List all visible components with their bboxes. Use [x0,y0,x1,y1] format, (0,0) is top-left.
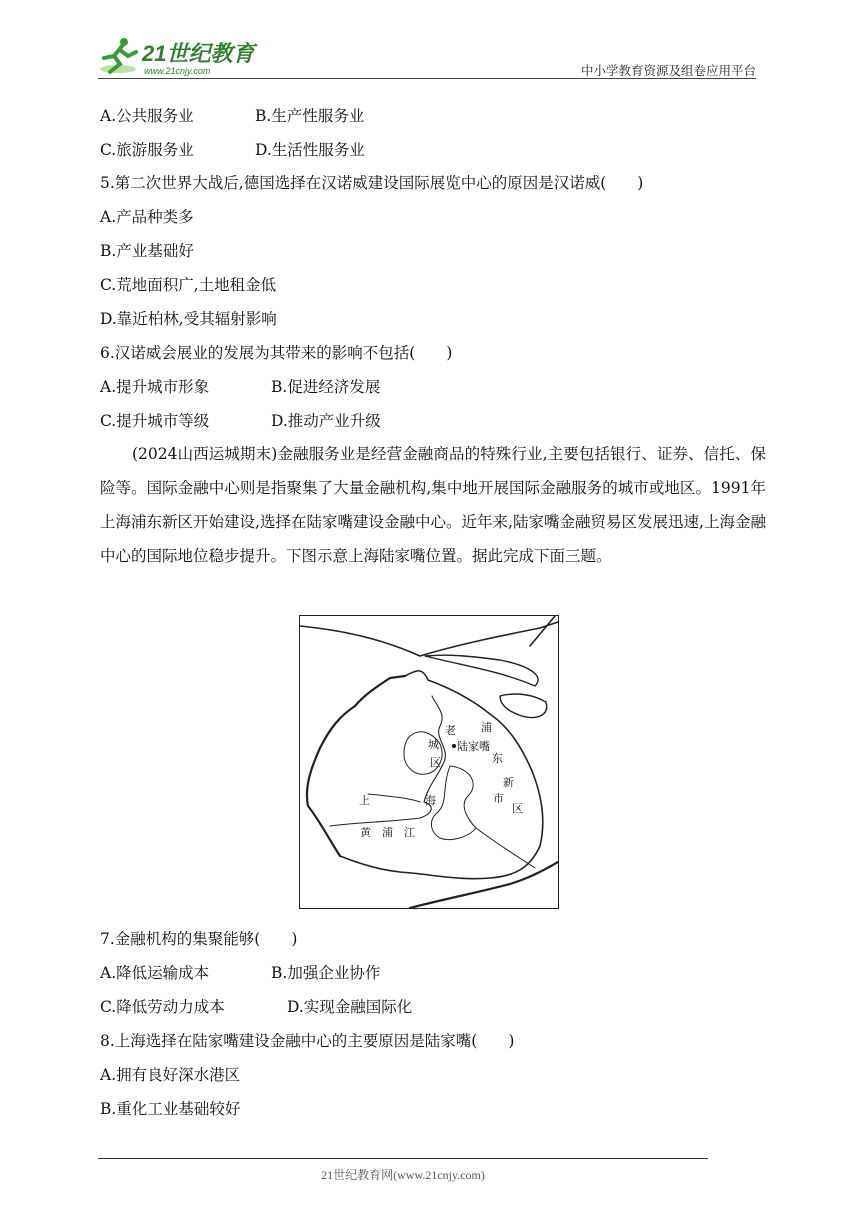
map-label-hai: 海 [425,794,436,807]
map-label-cheng: 城 [428,738,439,751]
footer-text: 21世纪教育网(www.21cnjy.com) [321,1168,485,1182]
q4-option-a: A.公共服务业 [100,107,194,125]
logo-url: www.21cnjy.com [144,66,211,76]
q6-options-row-1 [100,377,381,397]
q6-options-row-2 [100,411,381,431]
q5-option-b: B.产业基础好 [100,242,194,260]
q6-option-c: C.提升城市等级 [100,412,210,430]
reading-passage: (2024山西运城期末)金融服务业是经营金融商品的特殊行业,主要包括银行、证券、信托、保险等。国际金融中心则是指聚集了大量金融机构,集中地开展国际金融服务的城市或地区。1991年上海浦东新区开始建设,选择在陆家嘴建设金融中心。近年来,陆家嘴金融贸易区发展迅速,上海金融中心的国际地位稳步提升。下图示意上海陆家嘴位置。据此完成下面三题。 [100,445,766,565]
map-label-lao: 老 [445,724,456,737]
q7-options-row-2 [100,997,413,1017]
q4-option-b: B.生产性服务业 [255,107,365,125]
logo-text: 21世纪教育 [142,41,255,66]
map-label-shang: 上 [359,794,370,807]
q6-stem: 6.汉诺威会展业的发展为其带来的影响不包括( ) [100,344,453,362]
q5-option-c: C.荒地面积广,土地租金低 [100,276,277,294]
map-label-dong: 东 [492,752,503,765]
q5-option-d: D.靠近柏林,受其辐射影响 [100,310,277,328]
q4-options-row-2 [100,140,365,160]
map-label-qu: 区 [430,756,441,769]
q8-option-a: A.拥有良好深水港区 [100,1066,241,1084]
lujiazui-point [452,744,456,748]
map-label-shi: 市 [493,792,504,805]
runner-logo-icon [96,36,266,78]
map-label-pu: 浦 [481,721,492,734]
q7-option-d: D.实现金融国际化 [287,998,413,1016]
map-label-xin: 新 [503,776,514,789]
q7-option-c: C.降低劳动力成本 [100,998,225,1016]
map-label-huangpujiang: 黄 浦 江 [360,826,415,839]
q5-option-a: A.产品种类多 [100,208,194,226]
q6-option-a: A.提升城市形象 [100,378,210,396]
footer-divider [98,1158,708,1159]
q7-stem: 7.金融机构的集聚能够( ) [100,930,298,948]
q5-stem: 5.第二次世界大战后,德国选择在汉诺威建设国际展览中心的原因是汉诺威( ) [100,174,644,192]
q4-options-row-1 [100,106,365,126]
platform-name: 中小学教育资源及组卷应用平台 [580,63,756,78]
map-figure [300,616,558,908]
header-divider [98,78,756,79]
q8-stem: 8.上海选择在陆家嘴建设金融中心的主要原因是陆家嘴( ) [100,1032,515,1050]
q4-option-c: C.旅游服务业 [100,141,194,159]
q6-option-b: B.促进经济发展 [271,378,381,396]
q8-option-b: B.重化工业基础较好 [100,1100,241,1118]
site-logo [96,36,266,78]
q6-option-d: D.推动产业升级 [271,412,381,430]
q7-option-a: A.降低运输成本 [100,964,210,982]
shanghai-lujiazui-map [299,615,559,909]
q4-option-d: D.生活性服务业 [255,141,365,159]
map-label-qu2: 区 [512,802,523,815]
map-label-lujiazui: 陆家嘴 [457,740,490,753]
q7-option-b: B.加强企业协作 [271,964,381,982]
q7-options-row-1 [100,963,381,983]
